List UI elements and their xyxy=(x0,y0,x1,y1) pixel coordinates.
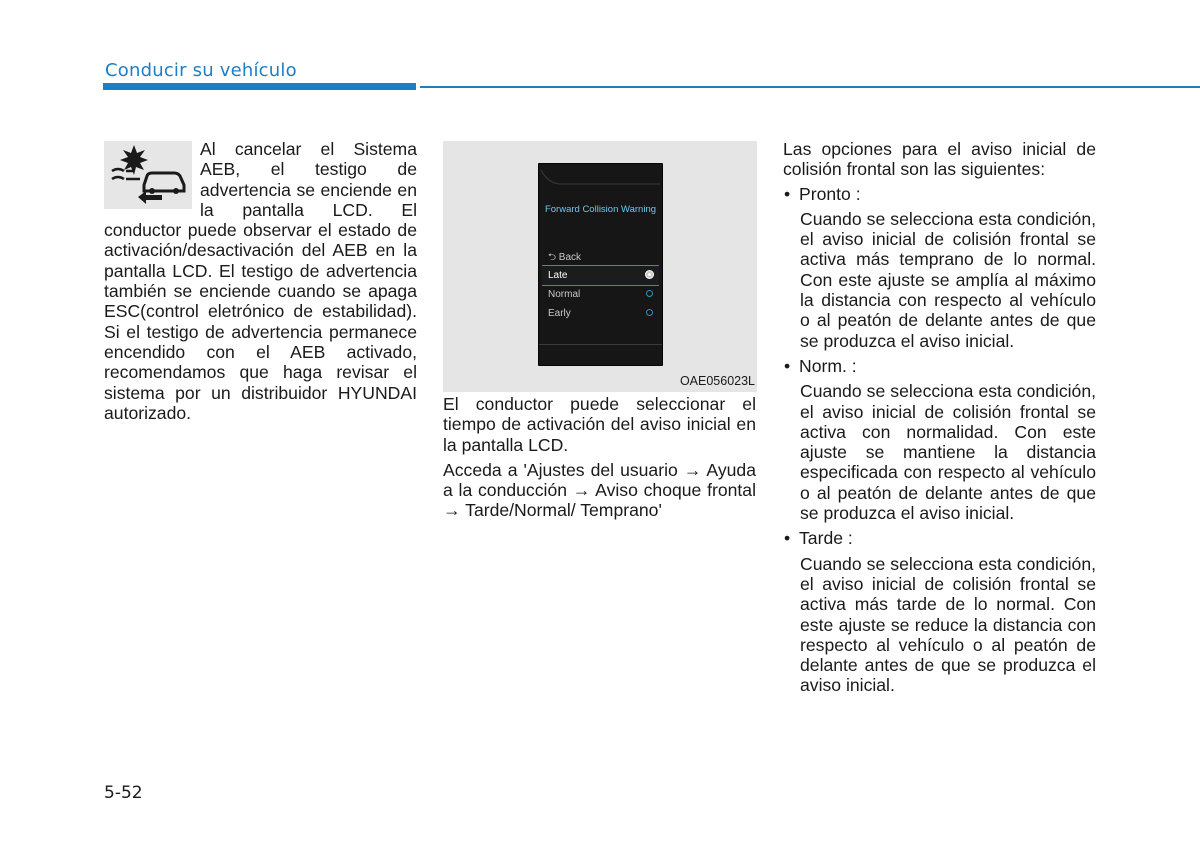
column-3 xyxy=(783,139,1096,701)
radio-empty-icon xyxy=(646,290,653,297)
screen-option-label: Normal xyxy=(548,289,581,300)
screen-option-late xyxy=(542,265,659,286)
radio-empty-icon xyxy=(646,309,653,316)
figure-caption: OAE056023L xyxy=(679,374,755,388)
screen-bottom-divider xyxy=(539,344,662,345)
screen-option-label: Early xyxy=(548,308,571,319)
option-label-tarde: • Tarde : xyxy=(783,528,1096,548)
screen-top-curve xyxy=(539,164,662,194)
page-number: 5-52 xyxy=(104,783,143,803)
radio-selected-icon xyxy=(646,271,653,278)
screen-option-early xyxy=(542,304,659,323)
header-rule-thin xyxy=(420,86,1200,88)
lcd-screen xyxy=(538,163,663,366)
column-1 xyxy=(104,139,417,423)
screen-option-normal xyxy=(542,285,659,304)
back-label: Back xyxy=(558,252,582,263)
option-label-pronto: • Pronto : xyxy=(783,184,1096,204)
option-body-pronto: Cuando se selecciona esta condición, el aviso inicial de colisión frontal se activa más temprano de lo normal. Con este ajuste se amplía al máximo la distancia con respecto al vehículo o al peatón de delante antes de que se produzca el aviso inicial. xyxy=(800,208,1096,351)
back-arrow-icon: ⮌ xyxy=(548,252,557,263)
column-1-text: Al cancelar el Sistema AEB, el testigo de advertencia se enciende en la pantalla LCD. El conductor puede observar el estado de activación/desactivación del AEB en la pantalla LCD. El testigo de advertencia también se enciende cuando se apaga ESC(control eletrónico de estabilidad). Si el testigo de advertencia permanece encendido con el AEB activado, recomendamos que haga revisar el sistema por un distribuidor HYUNDAI autorizado. xyxy=(104,139,417,423)
section-title: Conducir su vehículo xyxy=(105,60,297,81)
option-body-tarde: Cuando se selecciona esta condición, el aviso inicial de colisión frontal se activa más tarde de lo normal. Con este ajuste se reduce la distancia con respecto al vehículo o al peatón de delante antes de que se produzca el aviso inicial. xyxy=(800,553,1096,696)
option-label-norm: • Norm. : xyxy=(783,356,1096,376)
screen-option-label: Late xyxy=(548,270,568,281)
column-2-paragraph: Acceda a 'Ajustes del usuario → Ayuda a la conducción → Aviso choque frontal → Tarde/Normal/ Temprano' xyxy=(443,459,756,521)
column-2-paragraph: El conductor puede seleccionar el tiempo de activación del aviso inicial en la pantalla LCD. xyxy=(443,394,756,455)
screen-title: Forward Collision Warning xyxy=(544,204,657,215)
lcd-figure xyxy=(443,141,757,392)
header-rule-thick xyxy=(103,83,416,90)
aeb-off-warning-icon xyxy=(104,141,192,209)
option-body-norm: Cuando se selecciona esta condición, el aviso inicial de colisión frontal se activa con normalidad. Con este ajuste se mantiene la distancia especificada con respecto al vehículo o al peatón de delante antes de que se produzca el aviso inicial. xyxy=(800,381,1096,524)
options-intro: Las opciones para el aviso inicial de colisión frontal son las siguientes: xyxy=(783,139,1096,180)
column-2 xyxy=(443,394,756,526)
